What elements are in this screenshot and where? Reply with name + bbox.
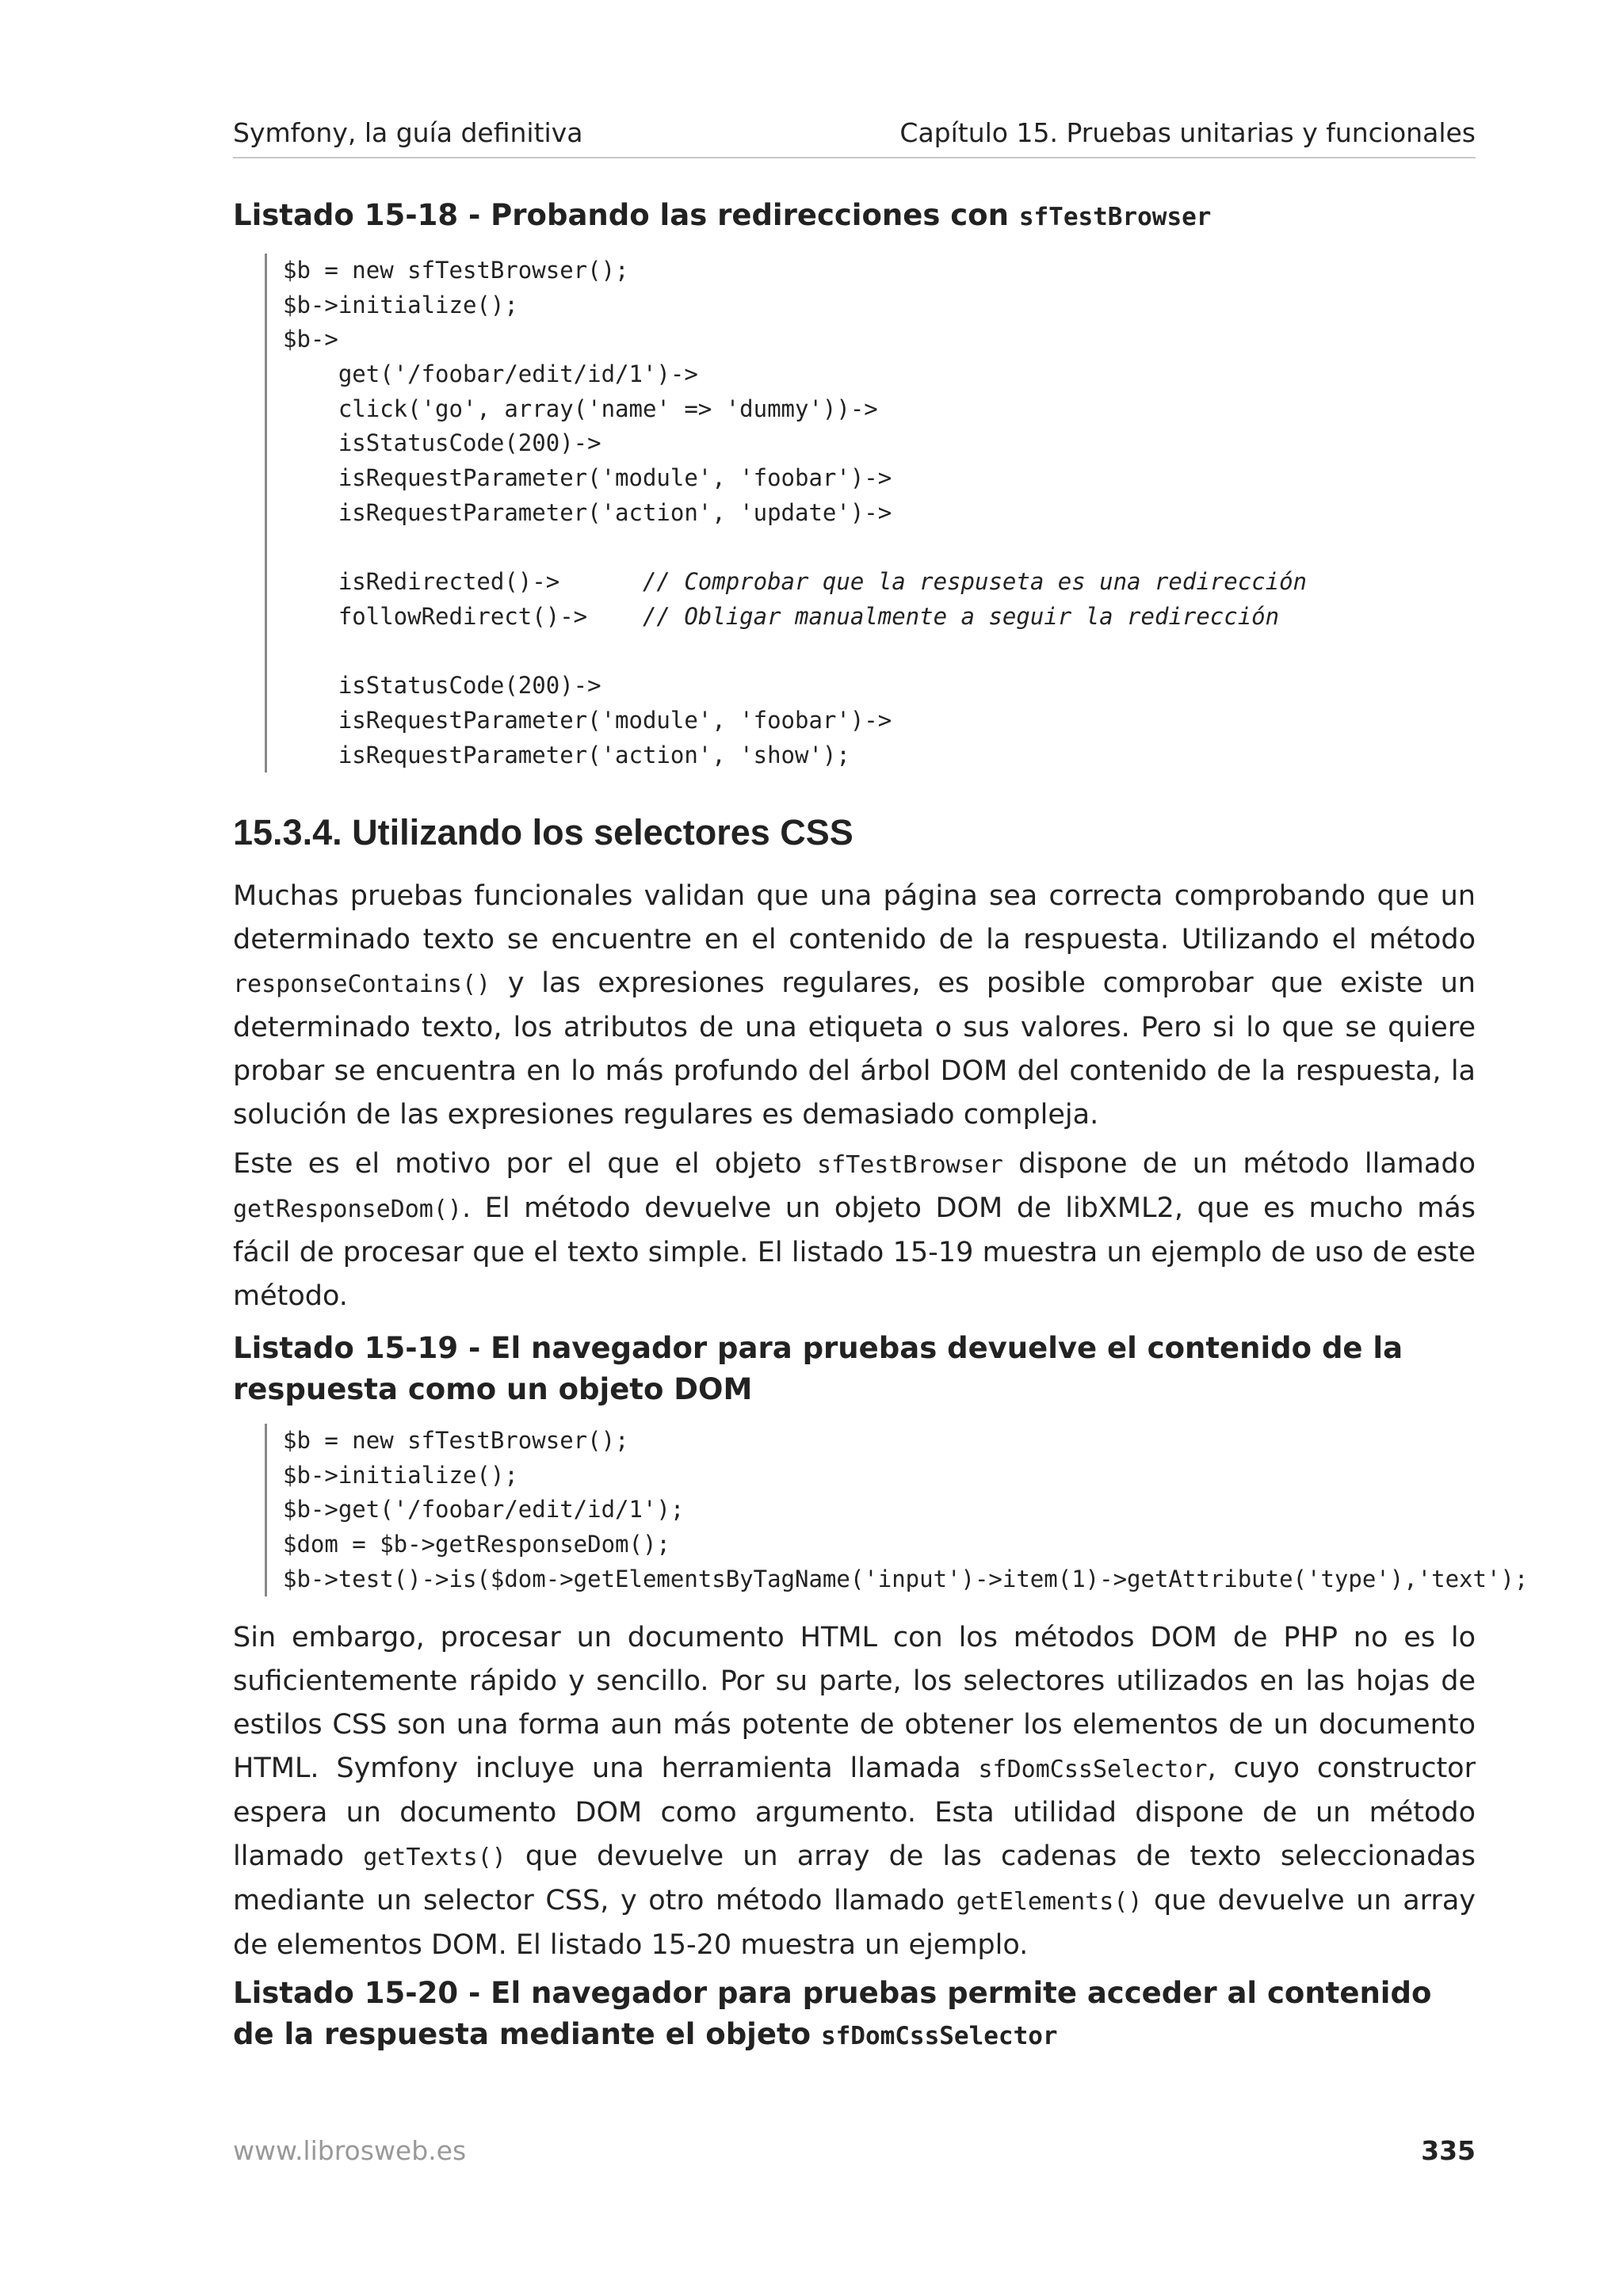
code-line: [283, 704, 1307, 738]
code-line: [283, 738, 1307, 773]
code-text: $b->initialize();: [283, 291, 518, 318]
code-line: $b->get('/foobar/edit/id/1');: [283, 1496, 685, 1524]
inline-code-gettexts: getTexts(): [363, 1844, 506, 1871]
page-footer: [233, 2135, 1476, 2175]
code-line: [283, 565, 1307, 600]
code-line: $b->test()->is($dom->getElementsByTagName('input')->item(1)->getAttribute('type'),'text');: [283, 1565, 1529, 1592]
code-text: isRedirected()->: [283, 568, 643, 596]
code-line: [283, 669, 1307, 704]
listing-15-19-title: Listado 15-19 - El navegador para pruebas devuelve el contenido de la respuesta como un objeto DOM: [233, 1331, 1403, 1406]
code-line: [283, 357, 1307, 392]
site-url: www.librosweb.es: [233, 2135, 467, 2166]
code-text: $b = new sfTestBrowser();: [283, 257, 629, 284]
chapter-title: Capítulo 15. Pruebas unitarias y funcionales: [899, 117, 1476, 148]
code-comment: // Obligar manualmente a seguir la redirección: [642, 602, 1280, 630]
code-text: $b->: [283, 326, 338, 353]
code-line: [283, 426, 1307, 461]
paragraph-1: [233, 875, 1476, 1137]
code-text: click('go', array('name' => 'dummy'))->: [283, 395, 878, 422]
code-text: get('/foobar/edit/id/1')->: [283, 360, 698, 388]
inline-code-getresponsedom: getResponseDom(): [233, 1196, 462, 1223]
code-text: isRequestParameter('action', 'update')->: [283, 498, 892, 526]
listing-15-20-title: [233, 1973, 1476, 2057]
section-heading: 15.3.4. Utilizando los selectores CSS: [233, 812, 854, 852]
listing-15-18-title-text: Listado 15-18 - Probando las redirecciones con: [233, 198, 1019, 232]
paragraph-1-text-a: Muchas pruebas funcionales validan que una página sea correcta comprobando que un determinado texto se encuentre en el contenido de la respuesta. Utilizando el método: [233, 880, 1476, 955]
code-line: [283, 600, 1307, 635]
code-text: isRequestParameter('module', 'foobar')->: [283, 464, 892, 492]
paragraph-2-text-c: . El método devuelve un objeto DOM de libXML2, que es mucho más fácil de procesar que el texto simple. El listado 15-19 muestra un ejemplo de uso de este método.: [233, 1192, 1476, 1312]
paragraph-3-text-c: que devuelve un array de las cadenas de texto seleccionadas mediante un selector CSS, y otro método llamado: [233, 1840, 1476, 1917]
paragraph-3-text-b: , cuyo constructor espera un documento DOM como argumento. Esta utilidad dispone de un método llamado: [233, 1753, 1476, 1872]
code-line: $dom = $b->getResponseDom();: [283, 1531, 670, 1558]
paragraph-3: [233, 1616, 1476, 1967]
page-number: 335: [1421, 2135, 1476, 2166]
code-text: followRedirect()->: [283, 602, 643, 630]
paragraph-2: [233, 1142, 1476, 1318]
code-text: isRequestParameter('action', 'show');: [283, 741, 850, 769]
code-line: [283, 635, 1307, 669]
code-line: $b->initialize();: [283, 1461, 518, 1489]
code-line: $b = new sfTestBrowser();: [283, 1427, 629, 1454]
code-text: isStatusCode(200)->: [283, 672, 601, 700]
code-listing-15-19: [265, 1424, 1528, 1596]
paragraph-3-text-a: Sin embargo, procesar un documento HTML con los métodos DOM de PHP no es lo suficientemente rápido y sencillo. Por su parte, los selectores utilizados en las hojas de estilos CSS son una forma aun más potente de obtener los elementos de un documento HTML. Symfony incluye una herramienta llamada: [233, 1622, 1476, 1784]
inline-code-getelements: getElements(): [956, 1888, 1143, 1916]
code-line: [283, 254, 1307, 288]
code-line: [283, 496, 1307, 531]
listing-15-18-title-code: sfTestBrowser: [1018, 203, 1212, 231]
code-line: [283, 322, 1307, 357]
paragraph-1-text-b: y las expresiones regulares, es posible comprobar que existe un determinado texto, los atributos de una etiqueta o sus valores. Pero si lo que se quiere probar se encuentra en lo más profundo del árbol DOM del contenido de la respuesta, la solución de las expresiones regulares es demasiado compleja.: [233, 967, 1476, 1131]
inline-code-sfdomcssselector: sfDomCssSelector: [978, 1756, 1208, 1783]
paragraph-3-text-d: que devuelve un array de elementos DOM. El listado 15-20 muestra un ejemplo.: [233, 1885, 1476, 1961]
inline-code-responsecontains: responseContains(): [233, 971, 491, 998]
paragraph-2-text-a: Este es el motivo por el que el objeto: [233, 1148, 818, 1180]
code-line: [283, 392, 1307, 427]
listing-15-20-title-code: sfDomCssSelector: [820, 2022, 1058, 2050]
running-header: [233, 117, 1476, 158]
listing-15-18-title: [233, 195, 1476, 238]
code-line: [283, 531, 1307, 566]
inline-code-sftestbrowser: sfTestBrowser: [817, 1151, 1003, 1179]
code-line: [283, 288, 1307, 323]
code-comment: // Comprobar que la respuseta es una redirección: [642, 568, 1308, 596]
code-listing-15-18: [265, 254, 1307, 772]
paragraph-2-text-b: dispone de un método llamado: [1002, 1148, 1476, 1180]
code-text: isStatusCode(200)->: [283, 429, 601, 457]
book-title: Symfony, la guía definitiva: [233, 117, 583, 148]
listing-15-20-title-text: Listado 15-20 - El navegador para pruebas permite acceder al contenido de la respuesta mediante el objeto: [233, 1976, 1432, 2051]
code-line: [283, 461, 1307, 496]
code-text: isRequestParameter('module', 'foobar')->: [283, 706, 892, 734]
